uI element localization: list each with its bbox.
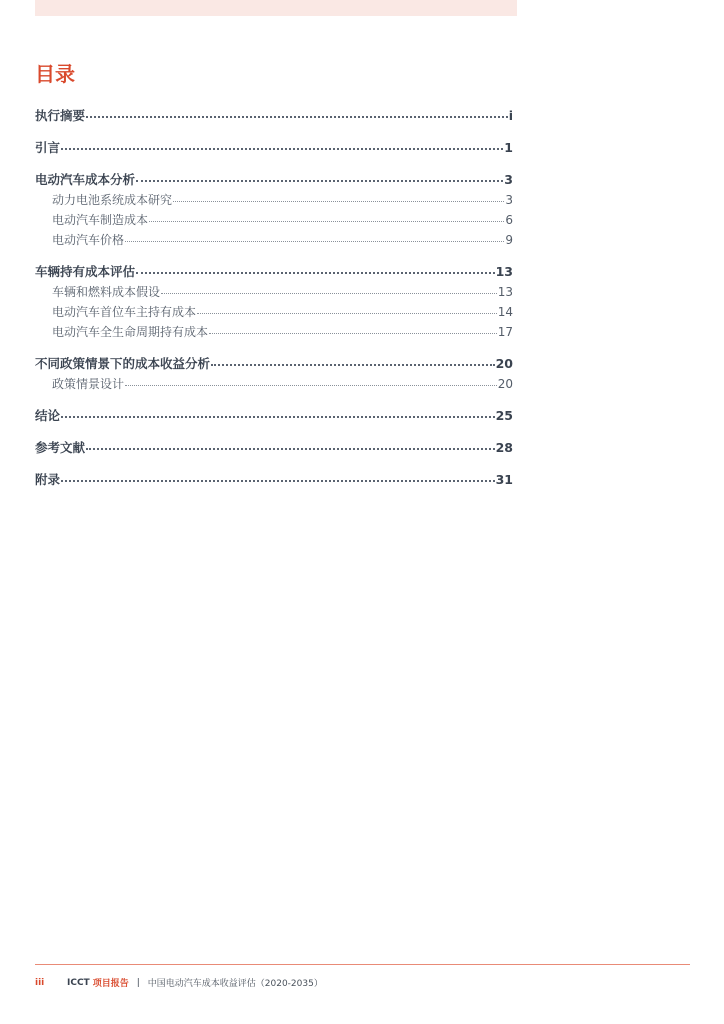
toc-entry-title: 电动汽车首位车主持有成本: [52, 305, 197, 319]
toc-entry-lifecycle-cost[interactable]: [35, 322, 513, 342]
toc-entry-page: 31: [495, 472, 513, 487]
toc-entry-ev-cost-analysis[interactable]: [35, 170, 513, 190]
toc-entry-page: 13: [497, 285, 513, 299]
toc-leader: [61, 148, 503, 150]
footer-org: ICCT: [67, 977, 90, 988]
toc-title: 目录: [35, 62, 75, 86]
toc-entry-scenario-design[interactable]: [35, 374, 513, 394]
toc-entry-page: 6: [505, 213, 513, 227]
toc-leader: [136, 272, 495, 274]
toc-entry-executive-summary[interactable]: [35, 106, 513, 126]
toc-entry-page: i: [508, 108, 513, 123]
toc-entry-page: 20: [495, 356, 513, 371]
footer-separator: |: [136, 977, 140, 988]
toc-entry-title: 电动汽车成本分析: [35, 172, 136, 187]
toc-leader: [211, 364, 495, 366]
toc-entry-policy-scenarios[interactable]: [35, 354, 513, 374]
toc-entry-page: 20: [497, 377, 513, 391]
toc-leader: [125, 241, 504, 242]
toc-entry-title: 附录: [35, 472, 61, 487]
toc-entry-ownership-cost[interactable]: [35, 262, 513, 282]
toc-leader: [197, 313, 497, 314]
footer-report-type: 项目报告: [92, 979, 129, 989]
toc-entry-title: 参考文献: [35, 440, 86, 455]
footer-page-number: iii: [35, 977, 45, 988]
header-band: [35, 0, 517, 16]
toc-entry-title: 执行摘要: [35, 108, 86, 123]
footer-divider: [35, 964, 690, 965]
toc-entry-references[interactable]: [35, 438, 513, 458]
toc-entry-vehicle-fuel-assumptions[interactable]: [35, 282, 513, 302]
toc-entry-introduction[interactable]: [35, 138, 513, 158]
toc-entry-title: 电动汽车制造成本: [52, 213, 149, 227]
toc-entry-conclusion[interactable]: [35, 406, 513, 426]
toc-leader: [86, 448, 495, 450]
toc-entry-page: 1: [504, 140, 513, 155]
toc-entry-page: 9: [505, 233, 513, 247]
toc-entry-title: 结论: [35, 408, 61, 423]
toc-entry-title: 电动汽车全生命周期持有成本: [52, 325, 209, 339]
toc-entry-ev-price[interactable]: [35, 230, 513, 250]
toc-entry-title: 车辆持有成本评估: [35, 264, 136, 279]
toc-leader: [136, 180, 503, 182]
table-of-contents: [35, 106, 513, 490]
toc-entry-page: 28: [495, 440, 513, 455]
toc-entry-page: 14: [497, 305, 513, 319]
toc-entry-title: 不同政策情景下的成本收益分析: [35, 356, 211, 371]
toc-leader: [161, 293, 497, 294]
footer-report-title: 中国电动汽车成本收益评估（2020-2035）: [147, 979, 323, 989]
toc-leader: [173, 201, 504, 202]
toc-entry-manufacturing-cost[interactable]: [35, 210, 513, 230]
toc-leader: [209, 333, 497, 334]
toc-entry-page: 3: [504, 172, 513, 187]
toc-entry-appendix[interactable]: [35, 470, 513, 490]
toc-leader: [61, 416, 495, 418]
toc-entry-title: 动力电池系统成本研究: [52, 193, 173, 207]
page-footer: [35, 976, 323, 989]
toc-entry-page: 25: [495, 408, 513, 423]
toc-entry-title: 车辆和燃料成本假设: [52, 285, 161, 299]
toc-entry-battery-cost[interactable]: [35, 190, 513, 210]
toc-leader: [61, 480, 495, 482]
toc-entry-page: 3: [505, 193, 513, 207]
toc-entry-title: 电动汽车价格: [52, 233, 125, 247]
toc-leader: [149, 221, 504, 222]
toc-entry-page: 17: [497, 325, 513, 339]
toc-entry-title: 引言: [35, 140, 61, 155]
toc-entry-title: 政策情景设计: [52, 377, 125, 391]
toc-entry-page: 13: [495, 264, 513, 279]
toc-leader: [86, 116, 508, 118]
toc-leader: [125, 385, 497, 386]
toc-entry-first-owner-cost[interactable]: [35, 302, 513, 322]
